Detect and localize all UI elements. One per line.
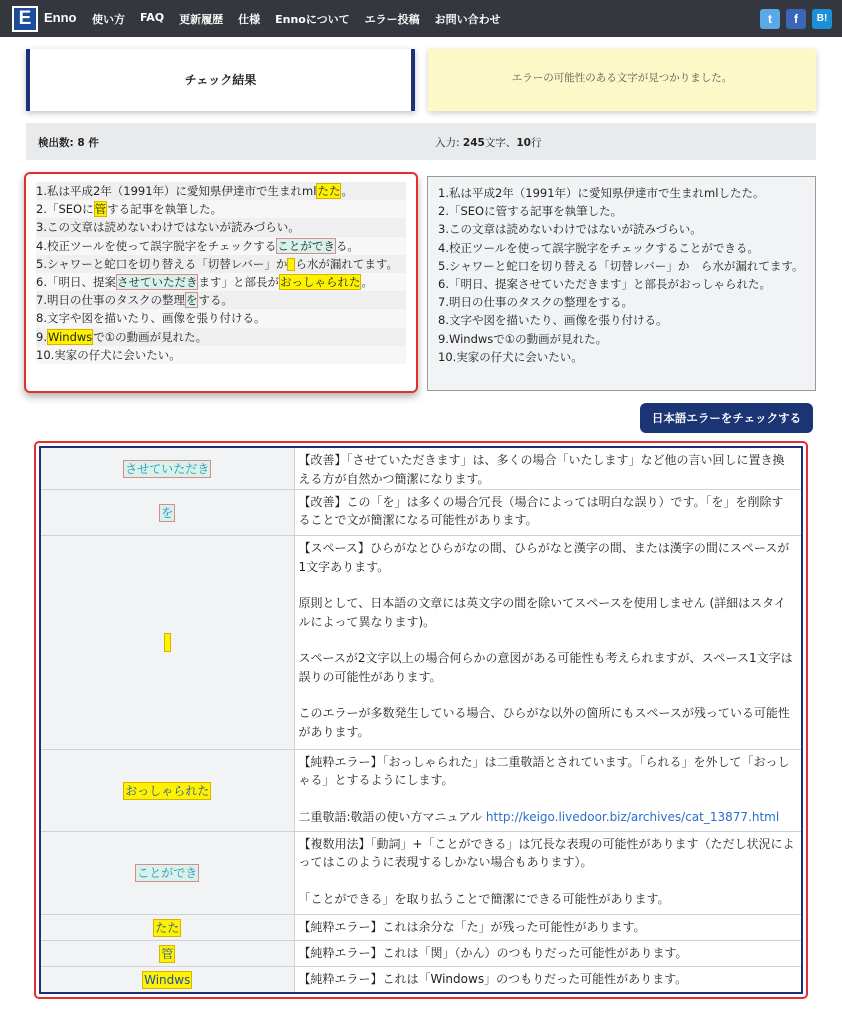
table-row [40, 831, 802, 914]
error-highlight[interactable]: たた [317, 184, 341, 198]
error-word[interactable]: ことができ [137, 866, 198, 881]
nav-about[interactable]: Ennoについて [275, 13, 350, 26]
suggestion-highlight[interactable]: を [185, 293, 198, 308]
top-navbar [0, 0, 842, 37]
table-row [40, 967, 802, 993]
error-highlight[interactable]: おっしゃられた [279, 274, 361, 289]
input-line: 3.この文章は読めないわけではないが読みづらい。 [438, 222, 702, 237]
error-description: 【複数用法】「動詞」+「ことができる」は冗長な表現の可能性があります（ただし状況によってはこのように表現するしかない場合もあります）。 [298, 836, 795, 870]
table-row [40, 940, 802, 966]
input-line: 7.明日の仕事のタスクの整理をする。 [438, 295, 633, 310]
annotated-line: 6.「明日、提案させていただきます」と部長がおっしゃられた。 [36, 273, 406, 291]
annotated-line: 4.校正ツールを使って誤字脱字をチェックすることができる。 [36, 237, 406, 255]
annotated-line: 3.この文章は読めないわけではないが読みづらい。 [36, 218, 406, 236]
social-buttons [760, 9, 832, 29]
annotated-line: 2.「SEOに管する記事を執筆した。 [36, 200, 406, 218]
error-word[interactable]: Windws [144, 972, 191, 987]
reference-line: 二重敬語:敬語の使い方マニュアル http://keigo.livedoor.biz/archives/cat_13877.html [298, 809, 780, 824]
twitter-icon[interactable]: t [760, 9, 780, 29]
annotated-line: 8.文字や図を描いたり、画像を張り付ける。 [36, 309, 406, 327]
input-summary: 入力: 245文字、10行 [435, 137, 542, 149]
table-row [40, 447, 802, 489]
error-description: 【純粋エラー】これは余分な「た」が残った可能性があります。 [298, 919, 646, 934]
annotated-line: 9.Windwsで①の動画が見れた。 [36, 328, 406, 346]
error-description: 原則として、日本語の文章には英文字の間を除いてスペースを使用しません (詳細はスタイルによって異なります)。 [298, 596, 786, 629]
stats-bar [26, 123, 816, 160]
error-description: 【改善】「させていただきます」は、多くの場合「いたします」など他の言い回しに置き換える方が自然かつ簡潔になります。 [298, 453, 785, 486]
error-word[interactable]: 管 [161, 947, 174, 961]
nav-usage[interactable]: 使い方 [92, 13, 125, 26]
error-highlight[interactable]: Windws [47, 329, 93, 344]
result-title: チェック結果 [26, 49, 415, 111]
error-description: 【純粋エラー】これは「関」（かん）のつもりだった可能性があります。 [298, 945, 688, 960]
detected-count: 検出数: 8 件 [38, 137, 99, 149]
nav-error-report[interactable]: エラー投稿 [364, 13, 420, 26]
nav-faq[interactable]: FAQ [140, 11, 165, 24]
input-line: 10.実家の仔犬に会いたい。 [438, 349, 583, 364]
table-row [40, 749, 802, 831]
error-word[interactable]: させていただき [125, 461, 210, 476]
input-line: 6.「明日、提案させていただきます」と部長がおっしゃられた。 [438, 276, 771, 291]
input-line: 4.校正ツールを使って誤字脱字をチェックすることができる。 [438, 240, 759, 255]
enno-logo[interactable]: E [12, 6, 38, 32]
input-line: 8.文字や図を描いたり、画像を張り付ける。 [438, 313, 668, 328]
suggestion-highlight[interactable]: させていただき [116, 274, 198, 289]
error-word[interactable]: を [161, 505, 174, 520]
annotated-line: 10.実家の仔犬に会いたい。 [36, 346, 406, 364]
annotated-line: 1.私は平成2年（1991年）に愛知県伊達市で生まれmlたた。 [36, 182, 406, 200]
input-text-area[interactable] [427, 176, 816, 391]
table-row [40, 536, 802, 750]
nav-changelog[interactable]: 更新履歴 [179, 13, 224, 26]
table-row [40, 914, 802, 940]
annotated-line: 7.明日の仕事のタスクの整理をする。 [36, 291, 406, 309]
error-description: 【純粋エラー】これは「Windows」のつもりだった可能性があります。 [298, 972, 688, 987]
error-highlight[interactable]: 管 [94, 202, 107, 217]
reference-link[interactable]: http://keigo.livedoor.biz/archives/cat_13877.html [485, 809, 780, 824]
error-list-panel [34, 441, 808, 999]
input-line: 2.「SEOに管する記事を執筆した。 [438, 204, 623, 219]
annotated-line: 5.シャワーと蛇口を切り替える「切替レバー」か ら水が漏れてます。 [36, 255, 406, 273]
error-table [39, 446, 803, 994]
nav-spec[interactable]: 仕様 [238, 13, 261, 26]
error-description: 「ことができる」を取り払うことで簡潔にできる可能性があります。 [298, 891, 670, 906]
table-row [40, 489, 802, 536]
error-word[interactable]: おっしゃられた [125, 783, 210, 798]
nav-contact[interactable]: お問い合わせ [434, 13, 501, 26]
error-description: このエラーが多数発生している場合、ひらがな以外の箇所にもスペースが残っている可能性があります。 [298, 706, 790, 739]
input-line: 5.シャワーと蛇口を切り替える「切替レバー」か ら水が漏れてます。 [438, 258, 804, 273]
result-message: エラーの可能性のある文字が見つかりました。 [428, 49, 816, 111]
space-marker[interactable] [164, 633, 171, 652]
error-description: 【改善】この「を」は多くの場合冗長（場合によっては明白な誤り）です。「を」を削除することで文が簡潔になる可能性があります。 [298, 494, 784, 527]
suggestion-highlight[interactable]: ことができ [277, 238, 335, 253]
error-description: スペースが2文字以上の場合何らかの意図がある可能性も考えられますが、スペース1文字は誤りの可能性があります。 [298, 651, 793, 684]
hatena-bookmark-icon[interactable]: B! [812, 9, 832, 29]
annotated-text-panel [24, 172, 418, 393]
error-word[interactable]: たた [155, 920, 180, 935]
brand-name[interactable]: Enno [44, 10, 77, 25]
check-japanese-button[interactable]: 日本語エラーをチェックする [640, 403, 813, 433]
input-line: 1.私は平成2年（1991年）に愛知県伊達市で生まれmlしたた。 [438, 186, 765, 200]
input-line: 9.Windwsで①の動画が見れた。 [438, 331, 608, 346]
error-description: 【純粋エラー】「おっしゃられた」は二重敬語とされています。「られる」を外して「おっしゃる」とするようにします。 [298, 754, 790, 788]
main-nav [92, 11, 516, 27]
error-description: 【スペース】ひらがなとひらがなの間、ひらがなと漢字の間、または漢字の間にスペースが1文字あります。 [298, 541, 790, 574]
facebook-icon[interactable]: f [786, 9, 806, 29]
